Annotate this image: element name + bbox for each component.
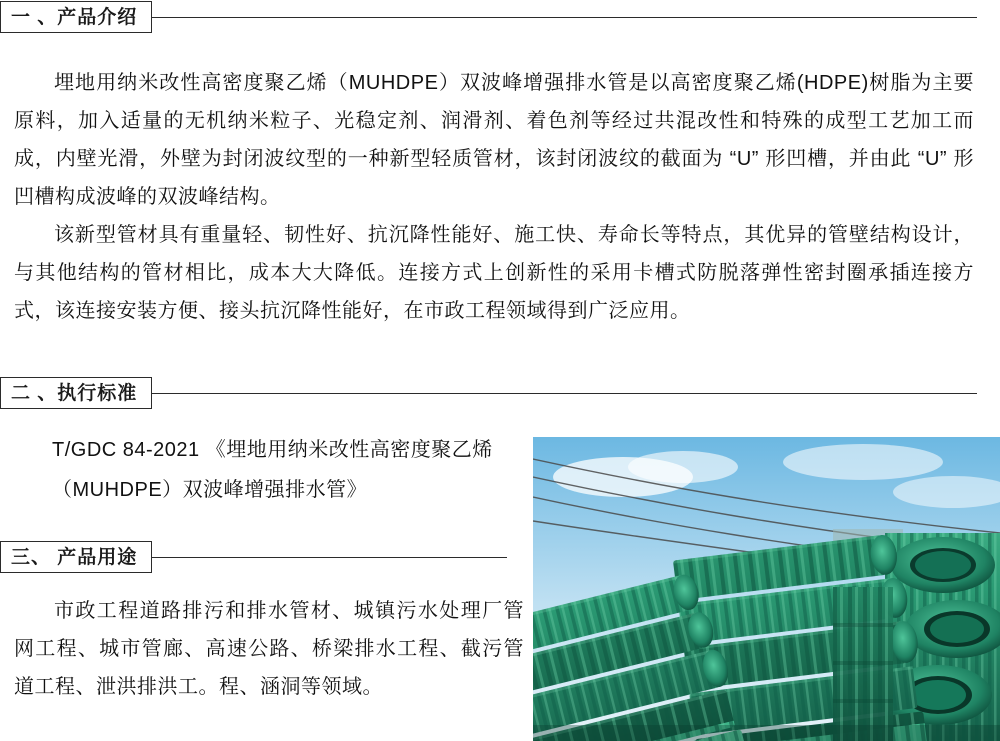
- section-heading-product-use: [0, 540, 530, 574]
- section-heading-rule: [151, 557, 507, 558]
- section-heading-box: [0, 1, 152, 33]
- section-heading-box: [0, 541, 152, 573]
- standard-line: （MUHDPE）双波峰增强排水管》: [52, 479, 368, 501]
- paragraph-text: 市政工程道路排污和排水管材、城镇污水处理厂管网工程、城市管廊、高速公路、桥梁排水工程、截污管道工程、泄洪排洪工。程、涵洞等领域。: [14, 600, 524, 698]
- section-heading-rule: [151, 393, 977, 394]
- standard-line: T/GDC 84-2021 《埋地用纳米改性高密度聚乙烯: [52, 439, 493, 461]
- section-heading-text: 一 、产品介绍: [11, 6, 138, 28]
- section-heading-text: 三、 产品用途: [11, 546, 138, 568]
- paragraph-text: 埋地用纳米改性高密度聚乙烯（MUHDPE）双波峰增强排水管是以高密度聚乙烯(HDPE)树脂为主要原料，加入适量的无机纳米粒子、光稳定剂、润滑剂、着色剂等经过共混改性和特殊的成型工艺加工而成，内壁光滑，外壁为封闭波纹型的一种新型轻质管材，该封闭波纹的截面为 “U” 形凹槽，并由此 “U” 形凹槽构成波峰的双波峰结构。: [14, 72, 974, 208]
- section-heading-text: 二 、执行标准: [11, 382, 138, 404]
- standard-text-block: [52, 430, 522, 510]
- section-heading-box: [0, 377, 152, 409]
- pipe-stack-photo: [533, 437, 1000, 741]
- paragraph-product-intro: [14, 64, 974, 330]
- paragraph-text: 该新型管材具有重量轻、韧性好、抗沉降性能好、施工快、寿命长等特点，其优异的管壁结构设计，与其他结构的管材相比，成本大大降低。连接方式上创新性的采用卡槽式防脱落弹性密封圈承插连接方式，该连接安装方便、接头抗沉降性能好，在市政工程领域得到广泛应用。: [14, 224, 974, 322]
- section-heading-rule: [151, 17, 977, 18]
- section-heading-execution-standard: [0, 376, 1000, 410]
- paragraph-product-use: [14, 592, 524, 706]
- section-heading-product-intro: [0, 0, 1000, 34]
